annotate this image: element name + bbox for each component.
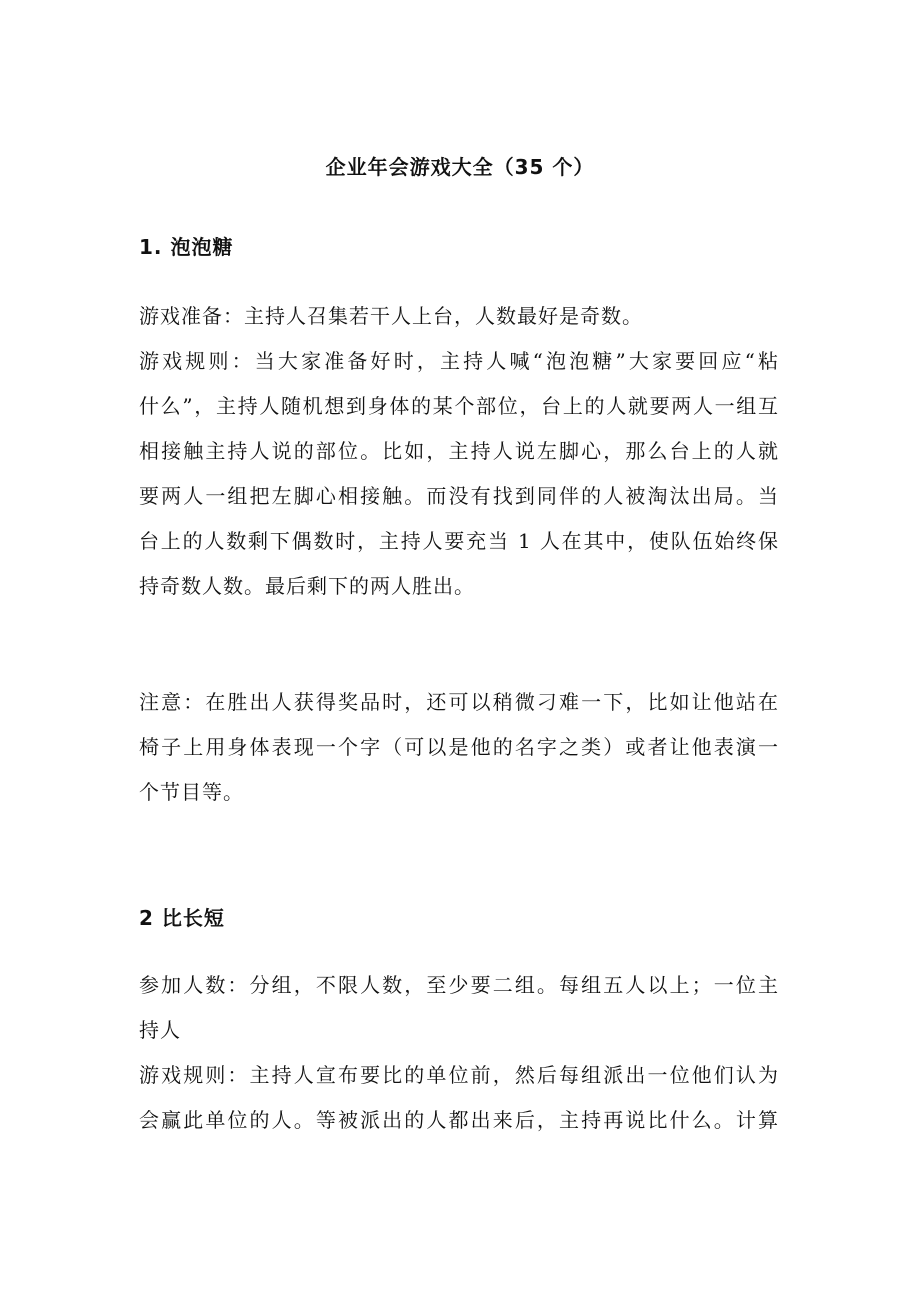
document-title: 企业年会游戏大全（35 个）: [325, 155, 595, 179]
paragraph-preparation: [139, 294, 779, 339]
text-line: 注意：在胜出人获得奖品时，还可以稍微刁难一下，比如让他站在: [139, 690, 779, 714]
text-line: 要两人一组把左脚心相接触。而没有找到同伴的人被淘汰出局。当: [139, 484, 779, 508]
text-line: 游戏准备：主持人召集若干人上台，人数最好是奇数。: [139, 304, 643, 328]
text-line: 个节目等。: [139, 780, 244, 804]
text-line: 持奇数人数。最后剩下的两人胜出。: [139, 574, 475, 598]
paragraph-note: [139, 680, 779, 815]
text-line: 椅子上用身体表现一个字（可以是他的名字之类）或者让他表演一: [139, 735, 779, 759]
text-line: 台上的人数剩下偶数时，主持人要充当 1 人在其中，使队伍始终保: [139, 529, 779, 553]
text-line: 会赢此单位的人。等被派出的人都出来后，主持再说比什么。计算: [139, 1108, 779, 1132]
section-heading-1: 1. 泡泡糖: [139, 235, 234, 259]
paragraph-participants: [139, 963, 779, 1053]
section-heading-2: 2 比长短: [139, 906, 225, 930]
text-line: 游戏规则：主持人宣布要比的单位前，然后每组派出一位他们认为: [139, 1063, 779, 1087]
text-line: 什么”，主持人随机想到身体的某个部位，台上的人就要两人一组互: [139, 394, 779, 418]
text-line: 参加人数：分组，不限人数，至少要二组。每组五人以上；一位主: [139, 973, 779, 997]
paragraph-rules-2: [139, 1053, 779, 1143]
text-line: 游戏规则：当大家准备好时，主持人喊“泡泡糖”大家要回应“粘: [139, 349, 779, 373]
text-line: 相接触主持人说的部位。比如，主持人说左脚心，那么台上的人就: [139, 439, 779, 463]
text-line: 持人: [139, 1018, 181, 1042]
paragraph-rules: [139, 339, 779, 609]
